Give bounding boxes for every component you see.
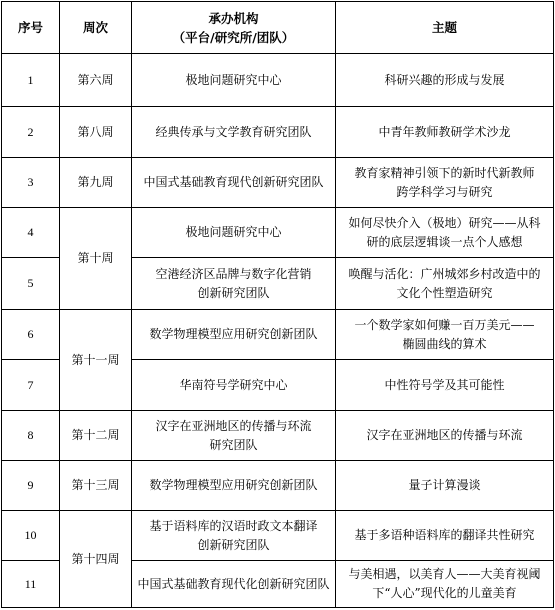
row-topic [336,411,554,461]
org-line: 汉字在亚洲地区的传播与环流 [155,418,312,433]
table-row [2,54,554,107]
topic-line: 量子计算漫谈 [408,478,481,492]
table-row [2,411,554,461]
org-line: 基于语料库的汉语时政文本翻译 [149,518,318,533]
topic-line: 唤醒与活化：广州城郊乡村改造中的 [348,266,541,281]
org-line: 中国式基础教育现代化创新研究团队 [137,576,330,591]
header-week: 周次 [60,2,132,54]
topic-line: 椭圆曲线的算术 [402,336,487,351]
org-line: 创新研究团队 [197,537,270,552]
org-line: 华南符号学研究中心 [179,377,288,392]
topic-line: 一个数学家如何赚一百万美元—— [354,317,535,332]
row-org [132,360,336,411]
row-topic [336,107,554,158]
row-seq: 4 [2,208,60,258]
topic-line: 教育家精神引领下的新时代新教师 [354,165,535,180]
topic-line: 科研兴趣的形成与发展 [384,72,505,87]
row-week: 第十四周 [60,511,132,608]
row-topic [336,360,554,411]
topic-line: 研的底层逻辑谈一点个人感想 [366,234,523,249]
row-org [132,258,336,310]
row-week: 第十周 [60,208,132,310]
row-week: 第九周 [60,158,132,208]
row-week: 第十二周 [60,411,132,461]
row-seq: 8 [2,411,60,461]
table-row [2,107,554,158]
org-line: 空港经济区品牌与数字化营销 [155,266,312,281]
row-topic [336,561,554,608]
header-row [2,2,554,54]
org-line: 创新研究团队 [197,285,270,300]
table-row [2,461,554,511]
row-org [132,511,336,561]
row-seq: 11 [2,561,60,608]
org-line: 极地问题研究中心 [185,72,282,87]
row-topic [336,208,554,258]
topic-line: 汉字在亚洲地区的传播与环流 [366,428,523,442]
table-row [2,158,554,208]
row-topic [336,511,554,561]
row-seq: 5 [2,258,60,310]
row-seq: 3 [2,158,60,208]
row-org [132,561,336,608]
row-org [132,411,336,461]
row-org [132,107,336,158]
topic-line: 中性符号学及其可能性 [384,377,505,392]
row-topic [336,461,554,511]
row-org [132,310,336,360]
topic-line: 下“人心”现代化的儿童美育 [372,586,517,600]
org-line: 经典传承与文学教育研究团队 [155,124,312,139]
row-org [132,158,336,208]
org-line: 数学物理模型应用研究创新团队 [149,327,318,341]
row-seq: 9 [2,461,60,511]
row-seq: 6 [2,310,60,360]
table-row [2,208,554,258]
row-week: 第十一周 [60,310,132,411]
topic-line: 文化个性塑造研究 [396,285,493,300]
row-week: 第六周 [60,54,132,107]
row-seq: 7 [2,360,60,411]
table-row [2,511,554,561]
org-line: 研究团队 [209,437,258,452]
row-week: 第八周 [60,107,132,158]
schedule-table [1,1,554,608]
header-seq: 序号 [2,2,60,54]
row-seq: 2 [2,107,60,158]
org-line: 中国式基础教育现代创新研究团队 [143,175,324,189]
row-topic [336,54,554,107]
row-org [132,208,336,258]
row-org [132,54,336,107]
row-org [132,461,336,511]
header-org-line1: 承办机构 [208,10,259,26]
table-row [2,310,554,360]
topic-line: 跨学科学习与研究 [396,184,493,199]
header-org [132,2,336,54]
row-topic [336,258,554,310]
topic-line: 与美相遇，以美育人——大美育视阈 [348,567,541,581]
row-seq: 1 [2,54,60,107]
row-seq: 10 [2,511,60,561]
topic-line: 中青年教师教研学术沙龙 [378,124,511,139]
row-topic [336,310,554,360]
topic-line: 基于多语种语料库的翻译共性研究 [354,528,535,542]
header-org-line2: （平台/研究所/团队） [172,29,295,45]
row-week: 第十三周 [60,461,132,511]
header-topic: 主题 [336,2,554,54]
topic-line: 如何尽快介入（极地）研究——从科 [348,215,541,230]
org-line: 数学物理模型应用研究创新团队 [149,478,318,492]
row-topic [336,158,554,208]
org-line: 极地问题研究中心 [185,225,282,239]
